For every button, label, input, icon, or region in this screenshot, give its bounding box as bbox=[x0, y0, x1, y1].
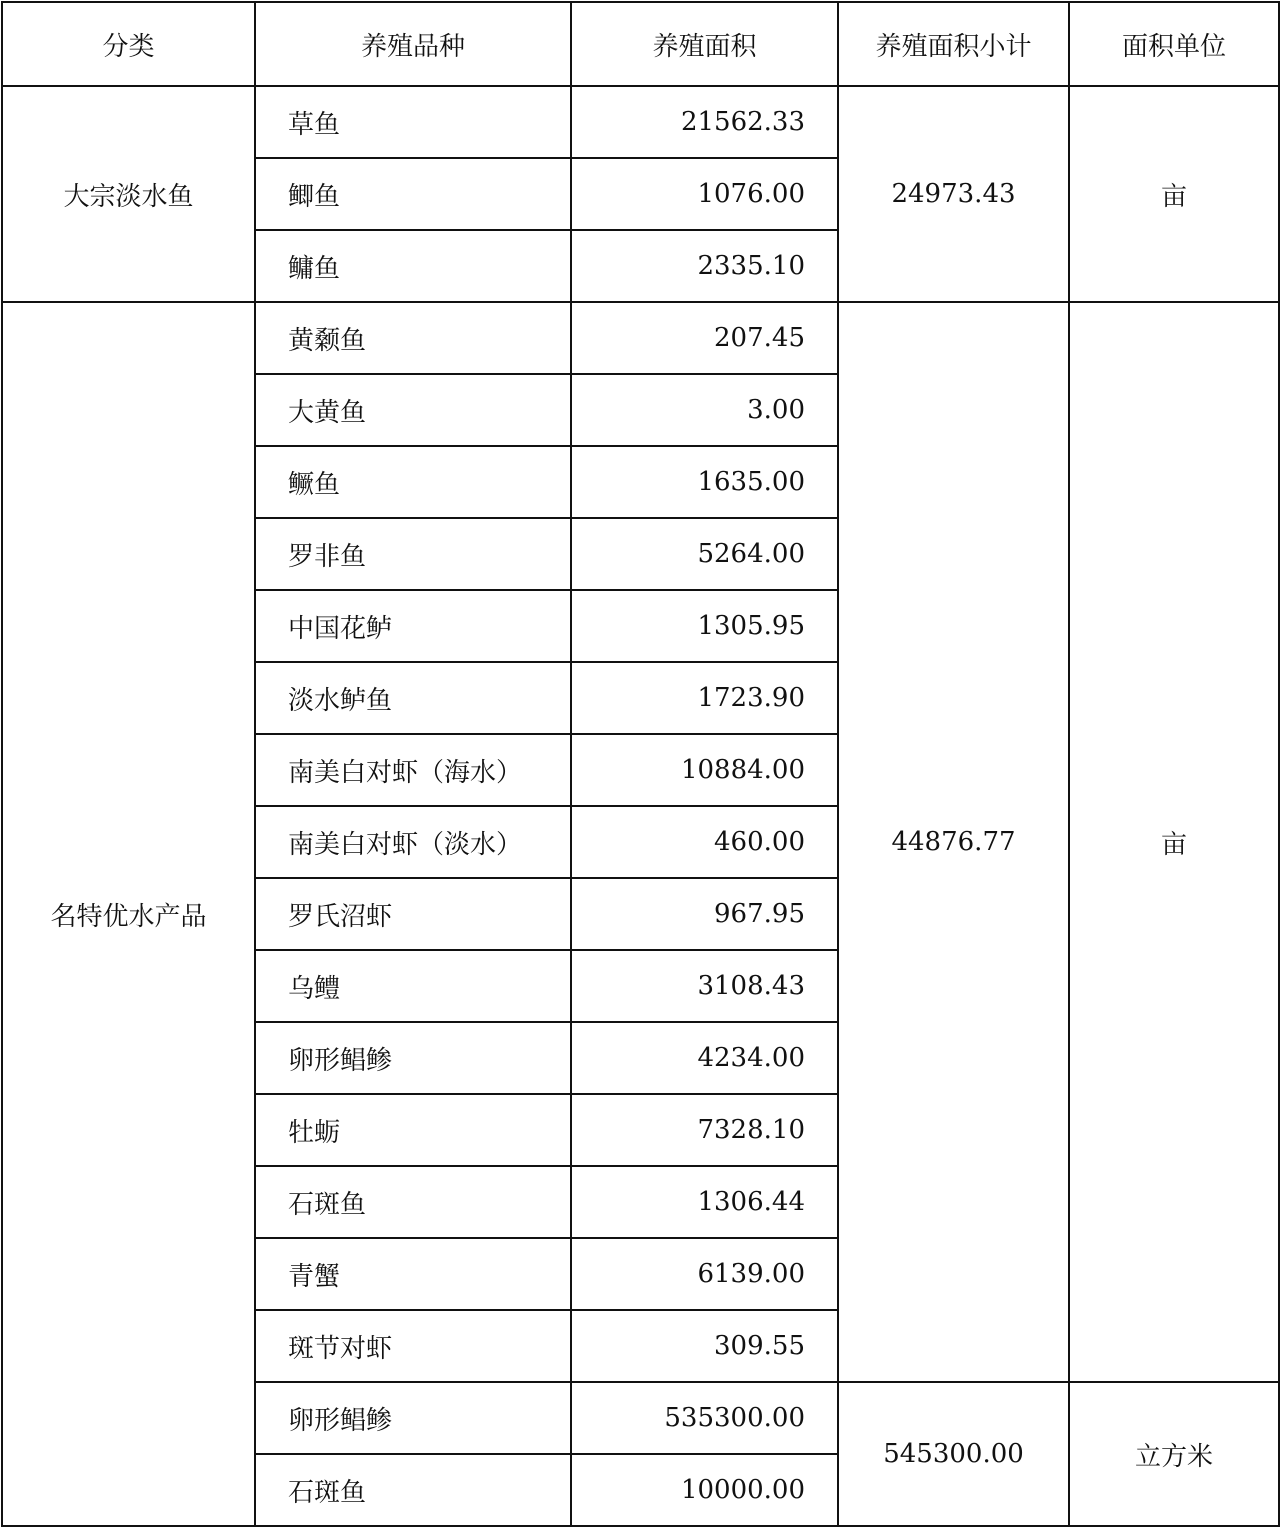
area-cell: 4234.00 bbox=[571, 1022, 838, 1094]
area-cell: 1723.90 bbox=[571, 662, 838, 734]
species-cell: 鳙鱼 bbox=[255, 230, 571, 302]
area-cell: 1305.95 bbox=[571, 590, 838, 662]
header-subtotal: 养殖面积小计 bbox=[838, 2, 1069, 86]
subtotal-cell: 44876.77 bbox=[838, 302, 1069, 1382]
area-cell: 967.95 bbox=[571, 878, 838, 950]
species-cell: 斑节对虾 bbox=[255, 1310, 571, 1382]
species-cell: 草鱼 bbox=[255, 86, 571, 158]
area-cell: 309.55 bbox=[571, 1310, 838, 1382]
category-cell: 大宗淡水鱼 bbox=[2, 86, 255, 302]
species-cell: 卵形鲳鲹 bbox=[255, 1382, 571, 1454]
area-cell: 460.00 bbox=[571, 806, 838, 878]
species-cell: 鲫鱼 bbox=[255, 158, 571, 230]
species-cell: 石斑鱼 bbox=[255, 1454, 571, 1526]
species-cell: 罗氏沼虾 bbox=[255, 878, 571, 950]
table-row bbox=[2, 302, 1279, 374]
unit-cell: 立方米 bbox=[1069, 1382, 1279, 1526]
species-cell: 青蟹 bbox=[255, 1238, 571, 1310]
area-cell: 1306.44 bbox=[571, 1166, 838, 1238]
species-cell: 石斑鱼 bbox=[255, 1166, 571, 1238]
category-cell: 名特优水产品 bbox=[2, 302, 255, 1526]
species-cell: 大黄鱼 bbox=[255, 374, 571, 446]
table-body bbox=[2, 86, 1279, 1526]
header-species: 养殖品种 bbox=[255, 2, 571, 86]
header-category: 分类 bbox=[2, 2, 255, 86]
unit-cell: 亩 bbox=[1069, 86, 1279, 302]
area-cell: 10000.00 bbox=[571, 1454, 838, 1526]
area-cell: 2335.10 bbox=[571, 230, 838, 302]
area-cell: 5264.00 bbox=[571, 518, 838, 590]
species-cell: 乌鳢 bbox=[255, 950, 571, 1022]
species-cell: 南美白对虾（淡水） bbox=[255, 806, 571, 878]
species-cell: 牡蛎 bbox=[255, 1094, 571, 1166]
area-cell: 3.00 bbox=[571, 374, 838, 446]
table-row bbox=[2, 86, 1279, 158]
area-cell: 3108.43 bbox=[571, 950, 838, 1022]
species-cell: 中国花鲈 bbox=[255, 590, 571, 662]
unit-cell: 亩 bbox=[1069, 302, 1279, 1382]
header-area: 养殖面积 bbox=[571, 2, 838, 86]
area-cell: 1076.00 bbox=[571, 158, 838, 230]
species-cell: 鳜鱼 bbox=[255, 446, 571, 518]
species-cell: 南美白对虾（海水） bbox=[255, 734, 571, 806]
area-cell: 10884.00 bbox=[571, 734, 838, 806]
area-cell: 6139.00 bbox=[571, 1238, 838, 1310]
subtotal-cell: 24973.43 bbox=[838, 86, 1069, 302]
species-cell: 卵形鲳鲹 bbox=[255, 1022, 571, 1094]
header-row bbox=[2, 2, 1279, 86]
header-unit: 面积单位 bbox=[1069, 2, 1279, 86]
species-cell: 罗非鱼 bbox=[255, 518, 571, 590]
area-cell: 7328.10 bbox=[571, 1094, 838, 1166]
species-cell: 淡水鲈鱼 bbox=[255, 662, 571, 734]
subtotal-cell: 545300.00 bbox=[838, 1382, 1069, 1526]
area-cell: 535300.00 bbox=[571, 1382, 838, 1454]
species-cell: 黄颡鱼 bbox=[255, 302, 571, 374]
area-cell: 1635.00 bbox=[571, 446, 838, 518]
area-cell: 21562.33 bbox=[571, 86, 838, 158]
aquaculture-area-table bbox=[1, 1, 1280, 1527]
area-cell: 207.45 bbox=[571, 302, 838, 374]
